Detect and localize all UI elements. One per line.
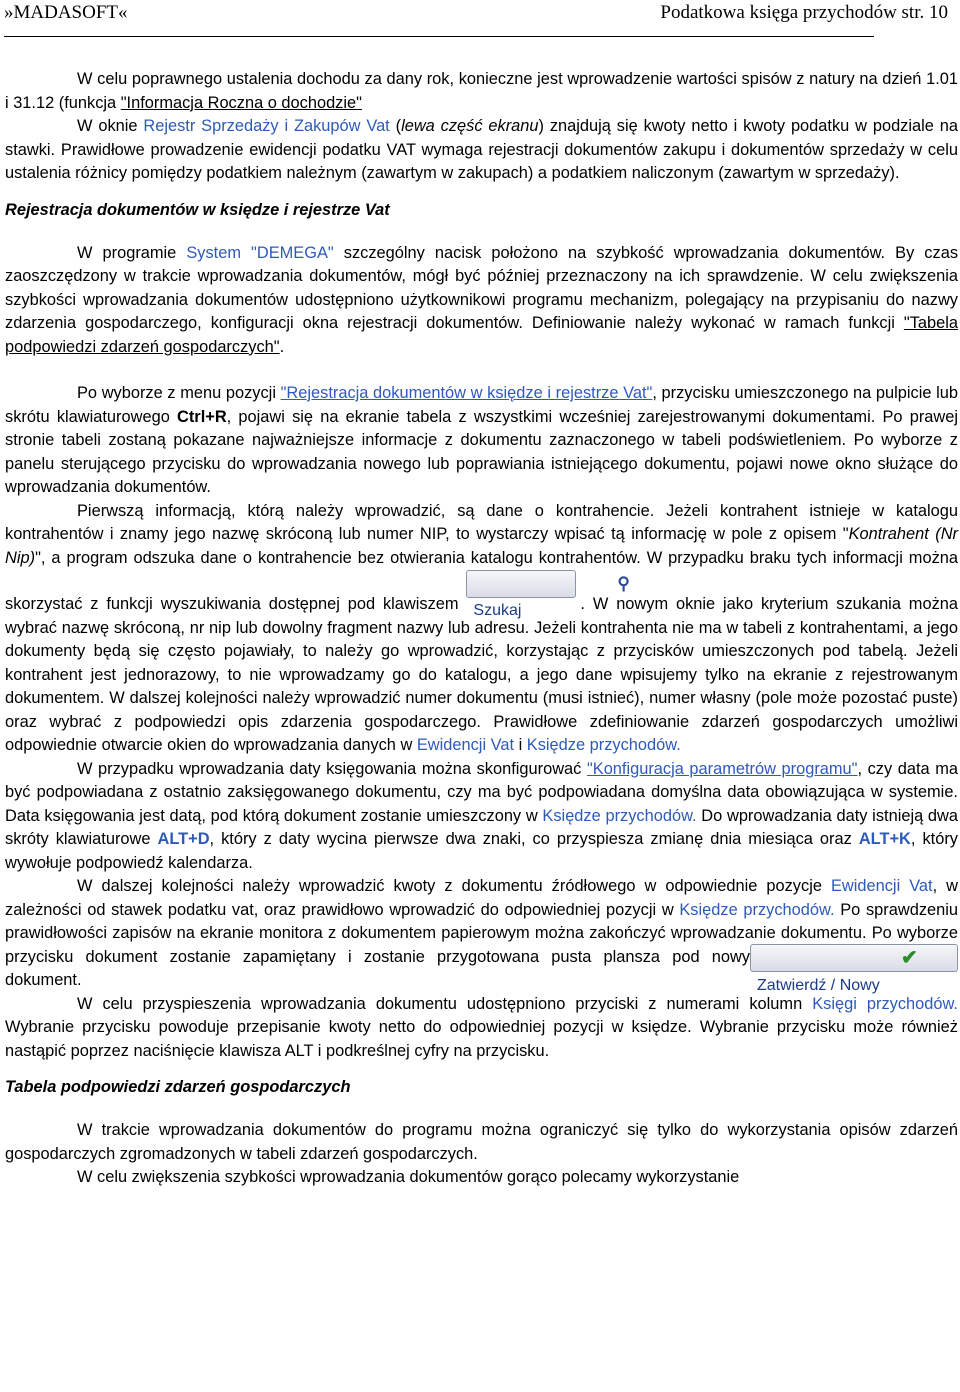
- link-annual-income-info[interactable]: "Informacja Roczna o dochodzie": [120, 93, 362, 112]
- section-heading-registration: Rejestracja dokumentów w księdze i rejestrze Vat: [5, 200, 390, 219]
- ref-system-demega: System "DEMEGA": [186, 243, 334, 262]
- search-button[interactable]: ⚲Szukaj: [466, 570, 576, 598]
- magnifier-icon: ⚲: [617, 574, 630, 593]
- ref-vat-records: Ewidencji Vat: [830, 877, 933, 895]
- ref-revenue-book: Księdze przychodów.: [542, 806, 697, 825]
- ref-revenue-book: Księdze przychodów.: [526, 736, 681, 754]
- header-brand: »MADASOFT«: [4, 2, 128, 23]
- paragraph-contractor: Pierwszą informacją, którą należy wprowadzić, są dane o kontrahencie. Jeżeli kontrahent istnieje w katalogu kontrahentów i znamy jego nazwę skróconą lub numer NIP, to wystarczy wpisać tą informację w pole z opisem "Kontrahent (Nr Nip)", a program odszuka dane o kontrahencie bez otwierania katalogu kontrahentów. W przypadku braku tych informacji można skorzystać z funkcji wyszukiwania dostępnej pod klawiszem ⚲Szukaj . W nowym oknie jako kryterium szukania można wybrać nazwę skróconą, nr nip lub dowolny fragment nazwy lub adresu. Jeżeli kontrahenta nie ma w tabeli z kontrahentami, a jego dokumenty będą się często pojawiały, to należy go wprowadzić, korzystając z przycisków umieszczonych pod tabelą. Jeżeli kontrahent jest jednorazowy, to nie wprowadzamy go do katalogu, a jego dane wpisujemy tylko na ekranie z rejestrowanym dokumentem. W dalszej kolejności należy wprowadzić numer dokumentu (musi istnieć), numer własny (pole może pozostać puste) oraz wybrać z podpowiedzi opis zdarzenia gospodarczego. Prawidłowe zdefiniowanie zdarzeń gospodarczych umożliwi odpowiednie otwarcie okien do wprowadzania danych w Ewidencji Vat i Księdze przychodów.: [5, 501, 959, 754]
- paragraph-inventory: W celu poprawnego ustalenia dochodu za dany rok, konieczne jest wprowadzenie wartości spisów z natury na dzień 1.01 i 31.12 (funkcja "Informacja Roczna o dochodzie": [5, 70, 958, 112]
- shortcut-ctrl-r: Ctrl+R: [177, 407, 227, 426]
- header-page-info: Podatkowa księga przychodów str. 10: [660, 2, 948, 23]
- link-program-config[interactable]: "Konfiguracja parametrów programu": [586, 759, 858, 778]
- paragraph-posting-date: W przypadku wprowadzania daty księgowania można skonfigurować "Konfiguracja parametrów programu", czy data ma być podpowiadana z ostatnio zaksięgowanego dokumentu, czy ma być podpowiadana domyślna data obowiązująca w systemie. Data księgowania jest datą, pod którą dokument zostanie umieszczony w Księdze przychodów. Do wprowadzania daty istnieją dwa skróty klawiaturowe ALT+D, który z daty wycina pierwsze dwa znaki, co przyspiesza zmianę dnia miesiąca oraz ALT+K, który wywołuje podpowiedź kalendarza.: [5, 759, 958, 872]
- paragraph-vat-register: W oknie Rejestr Sprzedaży i Zakupów Vat (lewa część ekranu) znajdują się kwoty netto i kwoty podatku w podziale na stawki. Prawidłowe prowadzenie ewidencji podatku VAT wymaga rejestracji dokumentów zakupu i dokumentów sprzedaży w celu ustalenia różnicy pomiędzy podatkiem należnym (zawartym w zakupach) a podatkiem naliczonym (zawartym w sprzedaży).: [5, 117, 958, 182]
- section-heading-hint-table: Tabela podpowiedzi zdarzeń gospodarczych: [5, 1078, 351, 1096]
- paragraph-demega: W programie System "DEMEGA" szczególny nacisk położono na szybkość wprowadzania dokumentów. By czas zaoszczędzony w trakcie wprowadzania dokumentów, mógł być później przeznaczony na ich sprawdzenie. W celu zwiększenia szybkości wprowadzania dokumentów udostępniono użytkownikowi programu mechanizm, polegający na przypisaniu do nazwy zdarzenia gospodarczego, konfiguracji okna rejestracji dokumentów. Definiowanie należy wykonać w ramach funkcji "Tabela podpowiedzi zdarzeń gospodarczych".: [5, 243, 959, 356]
- confirm-new-button[interactable]: ✔Zatwierdź / Nowy: [750, 944, 958, 972]
- ref-sales-purchase-register: Rejestr Sprzedaży i Zakupów Vat: [143, 117, 390, 135]
- shortcut-alt-d: ALT+D: [157, 830, 210, 848]
- paragraph-amounts: W dalszej kolejności należy wprowadzić kwoty z dokumentu źródłowego w odpowiednie pozycje Ewidencji Vat, w zależności od stawek podatku vat, oraz prawidłowo wprowadzić do odpowiedniej pozycji w Księdze przychodów. Po sprawdzeniu prawidłowości zapisów na ekranie monitora z dokumentem papierowym można zakończyć wprowadzanie dokumentu. Po wyborze przycisku ✔Zatwierdź / Nowy dokument zostanie zapamiętany i zostanie przygotowana pusta plansza pod nowy dokument.: [5, 877, 958, 994]
- paragraph-column-buttons: W celu przyspieszenia wprowadzania dokumentu udostępniono przyciski z numerami kolumn Księgi przychodów. Wybranie przycisku powoduje przepisanie kwoty netto do odpowiedniej pozycji w księdze. Wybranie przycisku może również nastąpić poprzez naciśnięcie klawisza ALT i podkreślnej cyfry na przycisku.: [5, 994, 958, 1060]
- page-header: [4, 2, 954, 28]
- paragraph-hint-table-1: W trakcie wprowadzania dokumentów do programu można ograniczyć się tylko do wykorzystania opisów zdarzeń gospodarczych zgromadzonych w tabeli zdarzeń gospodarczych.: [5, 1121, 958, 1163]
- link-document-registration[interactable]: "Rejestracja dokumentów w księdze i rejestrze Vat": [280, 384, 653, 402]
- paragraph-hint-table-2: W celu zwiększenia szybkości wprowadzania dokumentów gorąco polecamy wykorzystanie: [77, 1168, 740, 1186]
- ref-revenue-book: Księgi przychodów.: [812, 994, 958, 1013]
- checkmark-icon: ✔: [901, 946, 918, 969]
- header-rule: [4, 36, 874, 37]
- shortcut-alt-k: ALT+K: [858, 830, 911, 848]
- ref-vat-records: Ewidencji Vat: [416, 736, 515, 754]
- paragraph-registration-menu: Po wyborze z menu pozycji "Rejestracja dokumentów w księdze i rejestrze Vat", przycisku umieszczonego na pulpicie lub skrótu klawiaturowego Ctrl+R, pojawi się na ekranie tabela z wszystkimi wcześniej zarejestrowanymi dokumentami. Po prawej stronie tabeli zostaną pokazane najważniejsze informacje z dokumentu zaznaczonego w tabeli podświetleniem. Po wyborze z panelu sterującego przycisku do wprowadzania nowego lub poprawiania istniejącego dokumentu, pojawi nowe okno służące do wprowadzania dokumentów.: [5, 384, 959, 496]
- link-event-hint-table[interactable]: "Tabela podpowiedzi zdarzeń gospodarczych": [5, 314, 958, 356]
- ref-revenue-book: Księdze przychodów.: [679, 900, 835, 919]
- document-body: [5, 68, 958, 1190]
